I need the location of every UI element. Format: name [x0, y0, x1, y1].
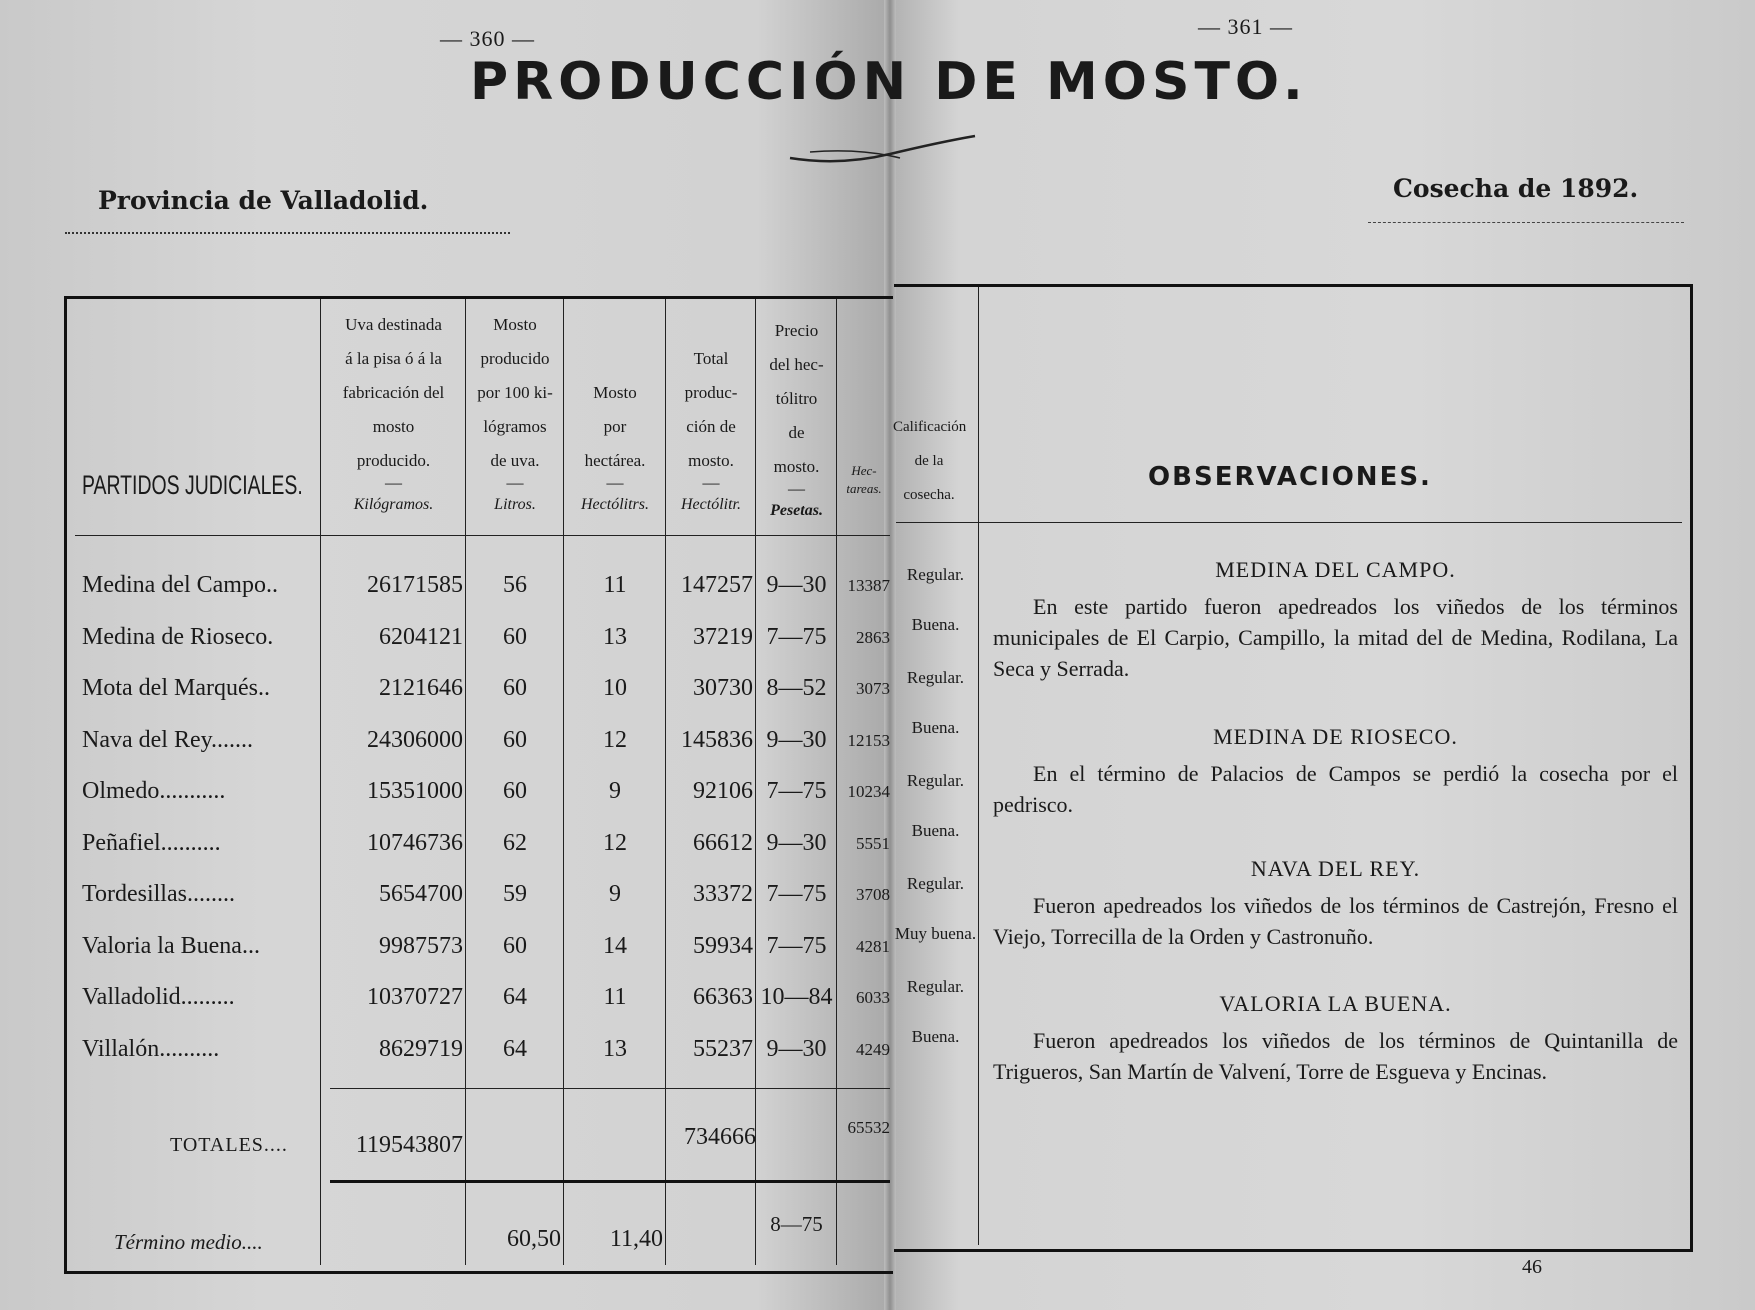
row-cell-ha: 4281 [856, 937, 890, 956]
header-line: fabricación del [342, 383, 445, 402]
header-line: Calificación [893, 419, 967, 435]
header-line: á la pisa ó á la [345, 349, 442, 368]
cosecha-heading: Cosecha de 1892. [1393, 174, 1639, 203]
row-partido: Medina de Rioseco. [82, 624, 274, 650]
column-header-litros: Mosto producido por 100 ki- lógramos de uva. — Litros. [467, 308, 563, 522]
column-divider [465, 299, 466, 1265]
row-cell-total: 33372 [693, 881, 753, 907]
row-cell-total: 145836 [681, 727, 753, 753]
row-calificacion: Buena. [911, 615, 960, 634]
column-header-total: Total produc- ción de mosto. — Hectólitr. [667, 342, 755, 522]
column-divider [563, 299, 564, 1265]
row-partido: Valoria la Buena... [82, 933, 260, 959]
unit-label: Hectólitrs. [581, 496, 649, 513]
row-partido: Olmedo........... [82, 778, 226, 804]
header-line: Total [693, 349, 729, 368]
header-line: Mosto [493, 315, 537, 334]
row-cell-precio: 9—30 [766, 727, 827, 753]
row-cell-ha: 6033 [856, 988, 890, 1007]
row-cell-total: 55237 [693, 1036, 753, 1062]
unit-label: Hectólitr. [681, 496, 741, 513]
row-cell-litros: 60 [503, 727, 527, 753]
observacion-text: Fueron apedreados los viñedos de los términos de Quintanilla de Trigueros, San Martín de Valvení, Torre de Esgueva y Encinas. [993, 1028, 1678, 1084]
row-cell-precio: 7—75 [766, 881, 827, 907]
row-cell-hl-ha: 12 [603, 830, 627, 856]
header-line: cosecha. [903, 487, 955, 503]
row-cell-hl-ha: 9 [609, 881, 621, 907]
header-line: hectárea. [584, 451, 646, 470]
row-cell-precio: 10—84 [760, 984, 833, 1010]
footer-page-number: 46 [1522, 1256, 1542, 1278]
unit-label: Litros. [494, 496, 536, 513]
row-cell-litros: 60 [503, 778, 527, 804]
header-line: lógramos [483, 417, 547, 436]
row-cell-kg: 2121646 [379, 675, 463, 701]
row-cell-precio: 7—75 [766, 933, 827, 959]
row-cell-total: 147257 [681, 572, 753, 598]
observacion-nava-rey [993, 853, 1678, 952]
header-line: del hec- [769, 355, 824, 374]
row-calificacion: Regular. [906, 668, 965, 687]
column-header-uva: Uva destinada á la pisa ó á la fabricación del mosto producido. — Kilógramos. [322, 308, 465, 522]
header-line: mosto. [773, 457, 820, 476]
row-partido: Tordesillas........ [82, 881, 235, 907]
header-line: de uva. [490, 451, 540, 470]
header-line: por 100 ki- [477, 383, 553, 402]
observacion-heading: VALORIA LA BUENA. [1219, 991, 1452, 1016]
row-cell-total: 66612 [693, 830, 753, 856]
row-cell-precio: 7—75 [766, 624, 827, 650]
observacion-text: Fueron apedreados los viñedos de los términos de Castrejón, Fresno el Viejo, Torrecilla de la Orden y Castronuño. [993, 893, 1678, 949]
row-partido: Nava del Rey....... [82, 727, 254, 753]
partidos-header: PARTIDOS JUDICIALES. [82, 470, 303, 500]
row-partido: Villalón.......... [82, 1036, 220, 1062]
row-partido: Valladolid......... [82, 984, 235, 1010]
calificacion-header [893, 410, 965, 512]
row-partido: Peñafiel.......... [82, 830, 221, 856]
header-line: tólitro [775, 389, 818, 408]
row-cell-hl-ha: 9 [609, 778, 621, 804]
row-cell-kg: 15351000 [367, 778, 463, 804]
row-cell-ha: 10234 [847, 782, 890, 801]
observacion-text: En este partido fueron apedreados los viñedos de los términos municipales de El Carpio, Campillo, la mitad del de Medina, Rodilana, La Seca y Serrada. [993, 594, 1678, 681]
totals-double-rule [330, 1180, 890, 1183]
row-cell-precio: 8—52 [766, 675, 827, 701]
observacion-heading: NAVA DEL REY. [1250, 856, 1421, 881]
row-cell-precio: 7—75 [766, 778, 827, 804]
total-hectareas: 65532 [847, 1118, 890, 1137]
row-cell-kg: 10746736 [367, 830, 463, 856]
row-cell-litros: 60 [503, 933, 527, 959]
row-cell-litros: 62 [503, 830, 527, 856]
row-calificacion: Regular. [906, 977, 965, 996]
observacion-heading: MEDINA DE RIOSECO. [1213, 724, 1458, 749]
observacion-medina-campo [993, 554, 1678, 684]
cosecha-underline [1368, 222, 1684, 223]
page-number-right: — 361 — [1198, 14, 1293, 39]
row-cell-litros: 59 [503, 881, 527, 907]
row-cell-kg: 26171585 [367, 572, 463, 598]
total-kilogramos: 119543807 [355, 1132, 463, 1158]
row-cell-total: 59934 [693, 933, 753, 959]
row-cell-kg: 9987573 [379, 933, 463, 959]
row-cell-ha: 3073 [856, 679, 890, 698]
row-calificacion: Regular. [906, 565, 965, 584]
column-divider [755, 299, 756, 1265]
row-cell-hl-ha: 10 [603, 675, 627, 701]
termino-precio: 8—75 [770, 1212, 823, 1236]
title-ornament-flourish [780, 128, 980, 168]
row-calificacion: Buena. [911, 1027, 960, 1046]
column-header-hectareas: Hec-tareas. [846, 463, 882, 496]
row-cell-litros: 64 [503, 1036, 527, 1062]
row-cell-ha: 2863 [856, 628, 890, 647]
row-cell-precio: 9—30 [766, 1036, 827, 1062]
row-cell-hl-ha: 11 [603, 572, 627, 598]
page-title: PRODUCCIÓN DE MOSTO. [470, 52, 1308, 112]
row-cell-litros: 60 [503, 675, 527, 701]
termino-medio-label: Término medio.... [114, 1230, 263, 1254]
header-line: producido [480, 349, 550, 368]
row-cell-total: 30730 [693, 675, 753, 701]
row-cell-total: 37219 [693, 624, 753, 650]
column-divider [978, 287, 979, 1245]
row-cell-kg: 8629719 [379, 1036, 463, 1062]
page-number-left: — 360 — [440, 26, 535, 51]
header-line: mosto [372, 417, 415, 436]
provincia-heading: Provincia de Valladolid. [98, 186, 429, 215]
row-cell-kg: 10370727 [367, 984, 463, 1010]
observacion-medina-rioseco [993, 721, 1678, 820]
header-line: ción de [686, 417, 736, 436]
column-divider [665, 299, 666, 1265]
row-calificacion: Buena. [911, 718, 960, 737]
row-cell-litros: 60 [503, 624, 527, 650]
row-cell-hl-ha: 13 [603, 1036, 627, 1062]
row-cell-ha: 13387 [847, 576, 890, 595]
row-cell-hl-ha: 12 [603, 727, 627, 753]
header-line: produc- [684, 383, 738, 402]
row-cell-kg: 5654700 [379, 881, 463, 907]
row-cell-precio: 9—30 [766, 572, 827, 598]
header-line: producido. [356, 451, 431, 470]
totals-rule [330, 1088, 890, 1089]
row-cell-hl-ha: 11 [603, 984, 627, 1010]
termino-litros: 60,50 [507, 1226, 561, 1252]
header-line: Mosto [593, 383, 637, 402]
row-cell-ha: 12153 [847, 731, 890, 750]
header-line: Uva destinada [345, 315, 442, 334]
header-line: mosto. [688, 451, 734, 470]
observacion-heading: MEDINA DEL CAMPO. [1215, 557, 1456, 582]
row-cell-total: 66363 [693, 984, 753, 1010]
row-cell-litros: 56 [503, 572, 527, 598]
header-line: por [603, 417, 627, 436]
row-cell-ha: 5551 [856, 834, 890, 853]
total-hectolitros: 734666 [684, 1124, 756, 1150]
header-rule [896, 522, 1682, 523]
row-calificacion: Regular. [906, 874, 965, 893]
header-line: de la [914, 453, 944, 469]
provincia-underline [65, 232, 510, 234]
observacion-text: En el término de Palacios de Campos se perdió la cosecha por el pedrisco. [993, 761, 1678, 817]
header-line: de [788, 423, 805, 442]
row-cell-kg: 6204121 [379, 624, 463, 650]
row-cell-kg: 24306000 [367, 727, 463, 753]
column-divider [836, 299, 837, 1265]
termino-hl-ha: 11,40 [609, 1226, 663, 1252]
row-cell-ha: 4249 [856, 1040, 890, 1059]
header-rule [75, 535, 890, 536]
unit-label: Pesetas. [770, 502, 823, 519]
row-calificacion: Buena. [911, 821, 960, 840]
column-header-precio: Precio del hec- tólitro de mosto. — Pesetas. [757, 314, 836, 528]
row-calificacion: Muy buena. [894, 924, 977, 943]
row-partido: Mota del Marqués.. [82, 675, 270, 701]
totales-label: TOTALES.... [170, 1134, 288, 1156]
observaciones-title: OBSERVACIONES. [1148, 462, 1432, 492]
row-cell-precio: 9—30 [766, 830, 827, 856]
row-calificacion: Regular. [906, 771, 965, 790]
observacion-valoria [993, 988, 1678, 1087]
unit-label: Kilógramos. [353, 496, 434, 513]
header-line: Precio [774, 321, 819, 340]
row-cell-litros: 64 [503, 984, 527, 1010]
row-partido: Medina del Campo.. [82, 572, 278, 598]
row-cell-hl-ha: 13 [603, 624, 627, 650]
row-cell-total: 92106 [693, 778, 753, 804]
row-cell-hl-ha: 14 [603, 933, 627, 959]
column-header-hl-ha: Mosto por hectárea. — Hectólitrs. [565, 376, 665, 522]
row-cell-ha: 3708 [856, 885, 890, 904]
